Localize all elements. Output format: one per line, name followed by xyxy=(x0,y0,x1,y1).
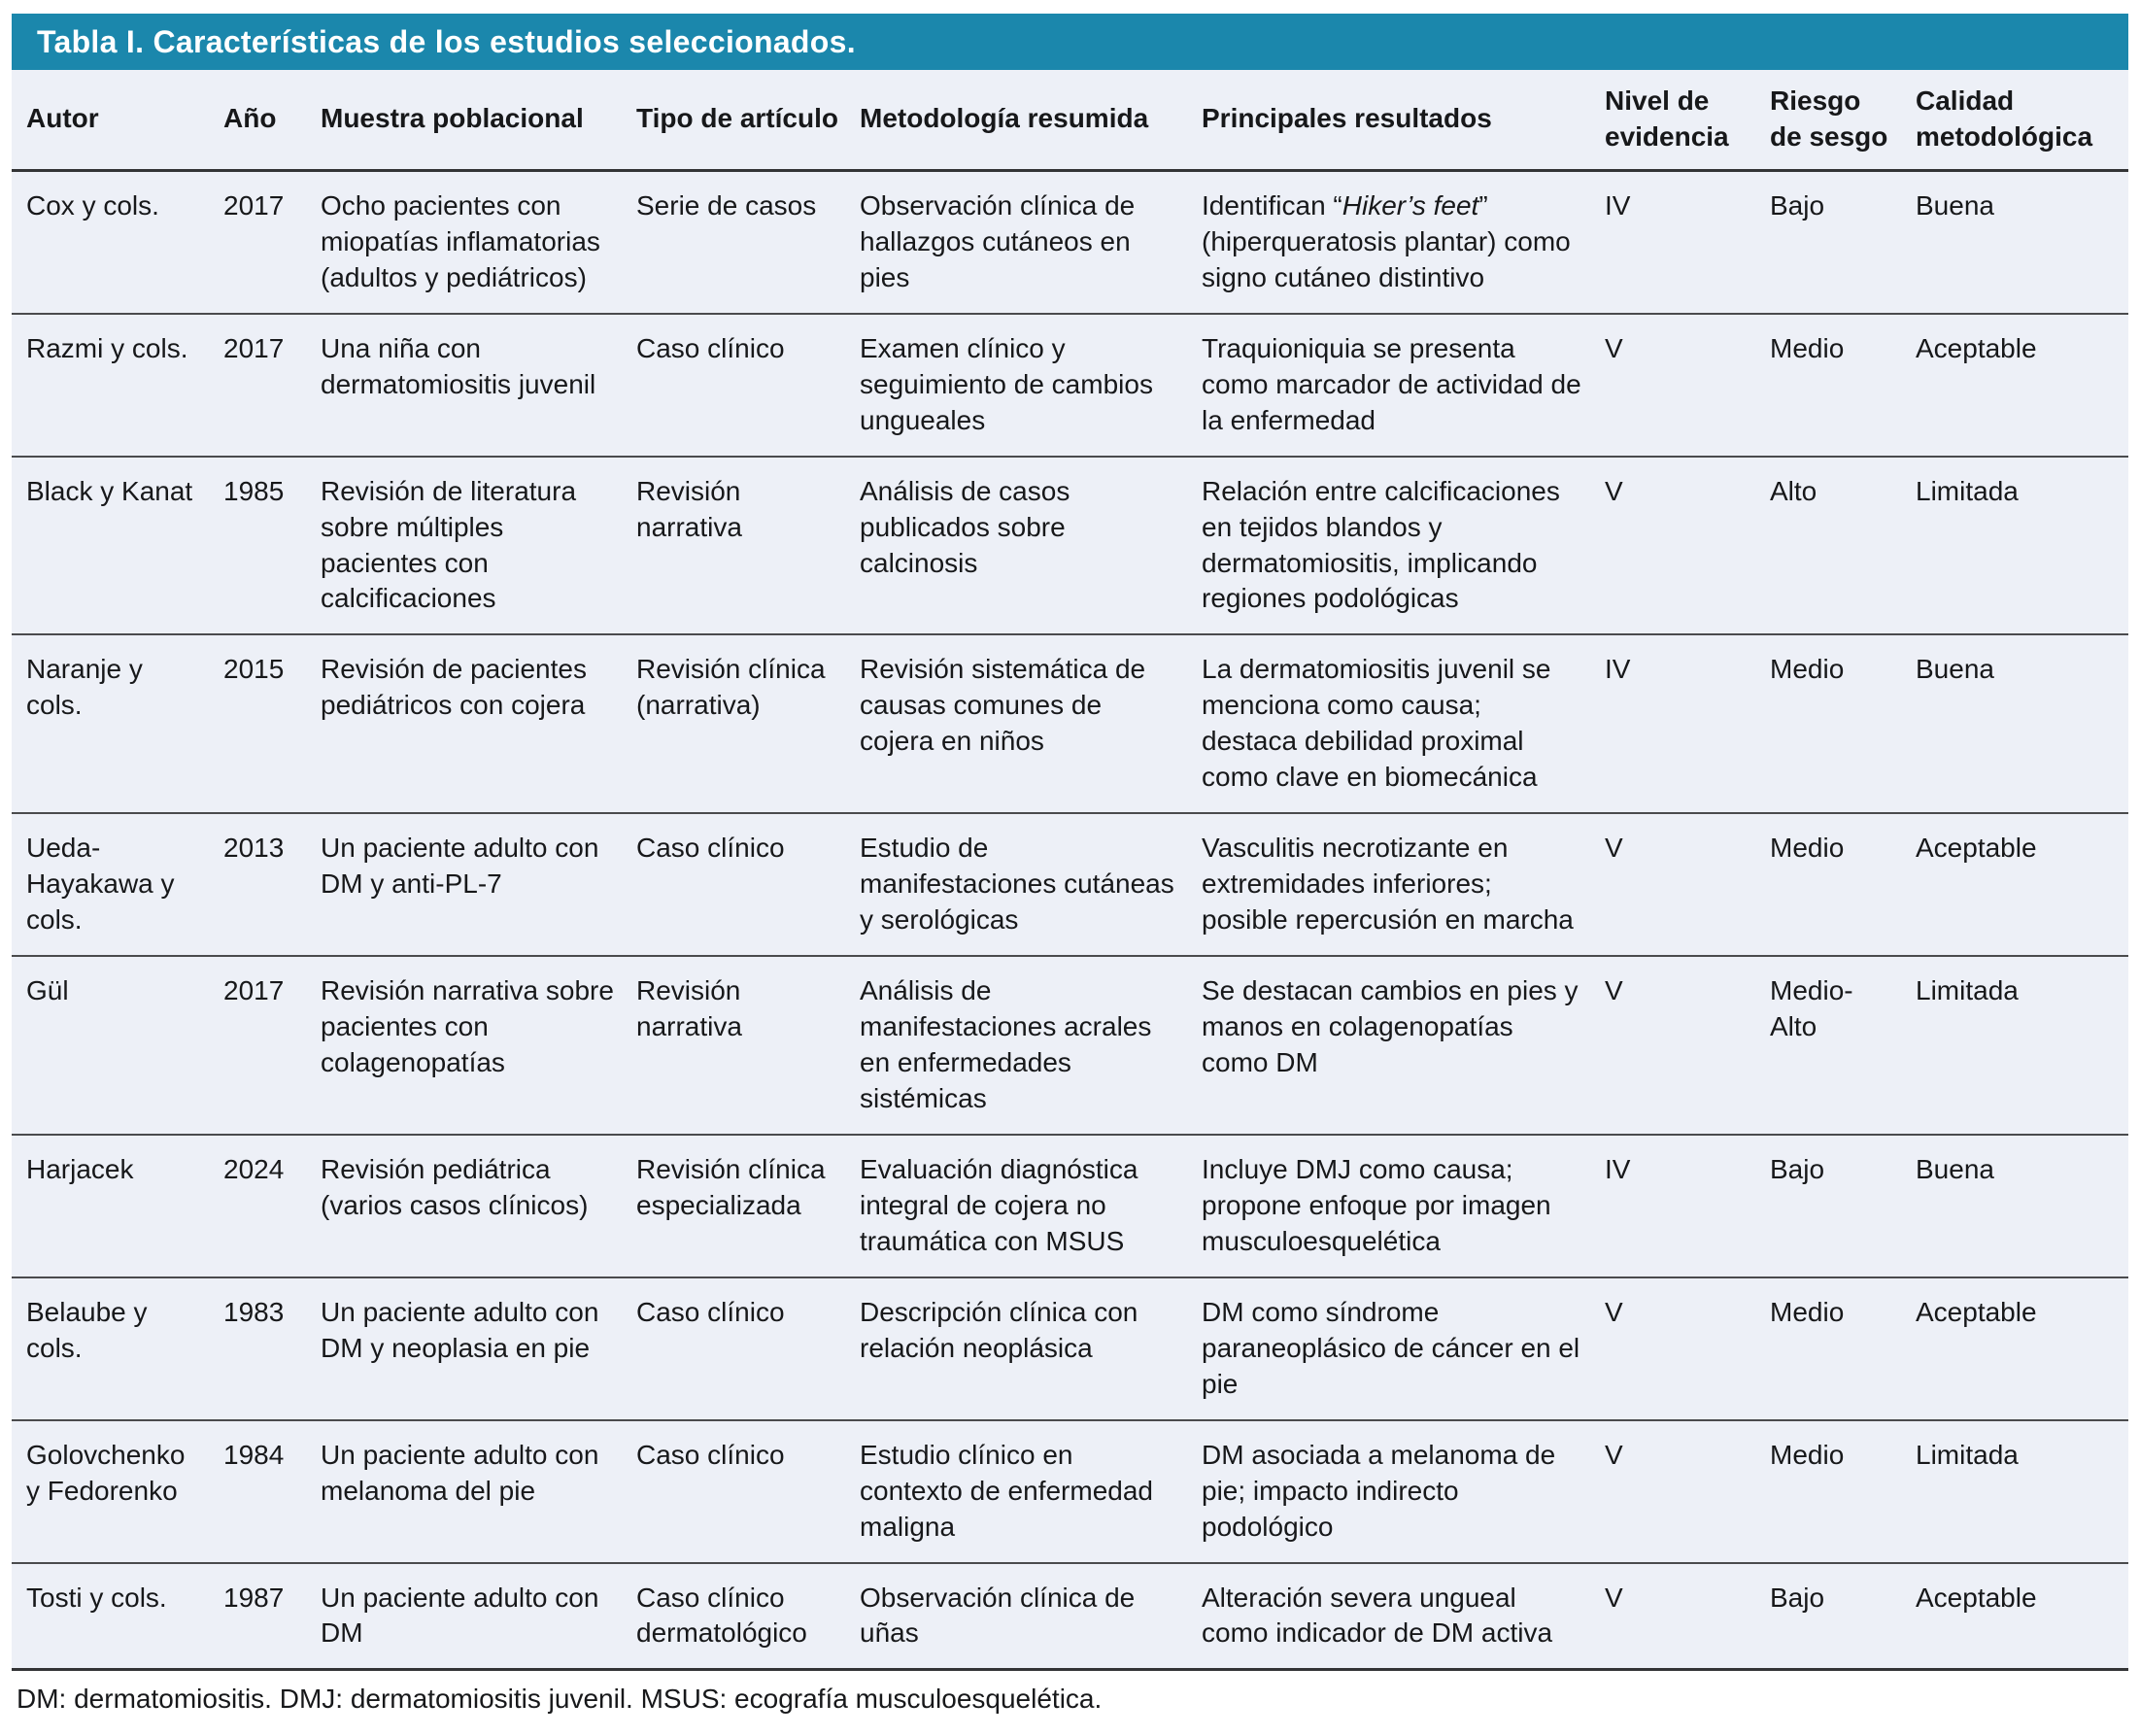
table-cell: Limitada xyxy=(1916,475,2019,506)
table-cell: V xyxy=(1605,1582,1623,1613)
table-row xyxy=(12,1563,2128,1670)
table-row xyxy=(12,1135,2128,1277)
table-row xyxy=(12,457,2128,635)
table-cell: Revisión narrativa xyxy=(636,475,742,542)
table-cell: Caso clínico dermatológico xyxy=(636,1582,807,1649)
table-cell: Un paciente adulto con DM y neoplasia en pie xyxy=(321,1296,599,1363)
table-footnote: DM: dermatomiositis. DMJ: dermatomiositis juvenil. MSUS: ecografía musculoesquelética. xyxy=(17,1684,1103,1715)
table-cell: 1987 xyxy=(223,1582,285,1613)
table-cell: Alteración severa ungueal como indicador de DM activa xyxy=(1202,1582,1553,1649)
table-cell xyxy=(1202,170,1605,313)
table-row xyxy=(12,956,2128,1135)
table-row xyxy=(12,314,2128,457)
table-cell: Buena xyxy=(1916,1153,1994,1184)
table-cell: Aceptable xyxy=(1916,332,2037,363)
table-cell: 2017 xyxy=(223,189,285,221)
column-header-3: Muestra poblacional xyxy=(321,103,584,134)
table-cell: Black y Kanat xyxy=(26,475,193,506)
italic-text: Hiker’s feet xyxy=(1342,189,1479,221)
table-cell: Revisión de pacientes pediátricos con cojera xyxy=(321,654,587,721)
table-cell: Incluye DMJ como causa; propone enfoque por imagen musculoesquelética xyxy=(1202,1153,1551,1256)
table-cell: La dermatomiositis juvenil se menciona como causa; destaca debilidad proximal como clave en biomecánica xyxy=(1202,654,1551,793)
table-cell: Revisión sistemática de causas comunes de cojera en niños xyxy=(860,654,1146,757)
table-row xyxy=(12,170,2128,313)
table-cell: Traquioniquia se presenta como marcador de actividad de la enfermedad xyxy=(1202,332,1581,435)
table-row xyxy=(12,1420,2128,1563)
table-cell: Aceptable xyxy=(1916,1582,2037,1613)
table-cell: Vasculitis necrotizante en extremidades inferiores; posible repercusión en marcha xyxy=(1202,833,1574,936)
table-cell: 2024 xyxy=(223,1153,285,1184)
table-cell: V xyxy=(1605,332,1623,363)
table-cell: 2015 xyxy=(223,654,285,685)
table-cell: 1985 xyxy=(223,475,285,506)
table-cell: Análisis de manifestaciones acrales en enfermedades sistémicas xyxy=(860,975,1152,1113)
table-cell: 2017 xyxy=(223,332,285,363)
table-cell: Revisión narrativa xyxy=(636,975,742,1042)
text-segment: Identifican “ xyxy=(1202,189,1342,221)
table-cell: Cox y cols. xyxy=(26,189,159,221)
table-cell: Limitada xyxy=(1916,1439,2019,1470)
column-header-1: Autor xyxy=(26,103,99,134)
table-cell: Caso clínico xyxy=(636,833,785,864)
table-cell: DM como síndrome paraneoplásico de cáncer en el pie xyxy=(1202,1296,1580,1399)
table-cell: Caso clínico xyxy=(636,1296,785,1327)
table-cell: Caso clínico xyxy=(636,1439,785,1470)
table-body xyxy=(12,170,2128,1670)
table-cell: IV xyxy=(1605,654,1631,685)
table-cell: Aceptable xyxy=(1916,1296,2037,1327)
table-cell: IV xyxy=(1605,1153,1631,1184)
table-cell: Limitada xyxy=(1916,975,2019,1006)
table-row xyxy=(12,634,2128,813)
table-cell: Estudio de manifestaciones cutáneas y serológicas xyxy=(860,833,1174,936)
table-cell: Medio xyxy=(1770,833,1845,864)
column-header-4: Tipo de artículo xyxy=(636,103,838,134)
table-cell: Caso clínico xyxy=(636,332,785,363)
table-cell: Naranje y cols. xyxy=(26,654,143,721)
table-cell: 2017 xyxy=(223,975,285,1006)
table-cell: Bajo xyxy=(1770,189,1825,221)
table-cell: Razmi y cols. xyxy=(26,332,188,363)
table-cell: 1983 xyxy=(223,1296,285,1327)
table-cell: 1984 xyxy=(223,1439,285,1470)
table-cell: Se destacan cambios en pies y manos en colagenopatías como DM xyxy=(1202,975,1579,1078)
column-header-6: Principales resultados xyxy=(1202,103,1492,134)
table-cell: Alto xyxy=(1770,475,1817,506)
table-cell: Aceptable xyxy=(1916,833,2037,864)
table-cell: Serie de casos xyxy=(636,189,817,221)
table-cell: Examen clínico y seguimiento de cambios ungueales xyxy=(860,332,1153,435)
table-cell: Revisión clínica especializada xyxy=(636,1153,826,1220)
table-cell: Un paciente adulto con DM y anti-PL-7 xyxy=(321,833,599,900)
table-cell: Gül xyxy=(26,975,69,1006)
column-header-5: Metodología resumida xyxy=(860,103,1149,134)
table-cell: V xyxy=(1605,1439,1623,1470)
table-cell: Una niña con dermatomiositis juvenil xyxy=(321,332,596,399)
table-cell: Revisión pediátrica (varios casos clínicos) xyxy=(321,1153,589,1220)
table-cell: Ueda-Hayakawa y cols. xyxy=(26,833,175,936)
table-cell: Evaluación diagnóstica integral de cojera no traumática con MSUS xyxy=(860,1153,1138,1256)
table-cell: Golovchenko y Fedorenko xyxy=(26,1439,186,1506)
column-header-8: Riesgo de sesgo xyxy=(1770,85,1888,152)
table-cell: Medio xyxy=(1770,1439,1845,1470)
column-header-2: Año xyxy=(223,103,277,134)
table-cell: Un paciente adulto con melanoma del pie xyxy=(321,1439,599,1506)
table-row xyxy=(12,1277,2128,1420)
table-cell: 2013 xyxy=(223,833,285,864)
table-cell: Revisión de literatura sobre múltiples pacientes con calcificaciones xyxy=(321,475,577,614)
table-cell: Revisión clínica (narrativa) xyxy=(636,654,826,721)
table-cell: Relación entre calcificaciones en tejidos blandos y dermatomiositis, implicando regiones podológicas xyxy=(1202,475,1560,614)
table-cell: Observación clínica de uñas xyxy=(860,1582,1136,1649)
table-cell: Observación clínica de hallazgos cutáneos en pies xyxy=(860,189,1136,292)
table-cell: Bajo xyxy=(1770,1153,1825,1184)
table-cell: V xyxy=(1605,833,1623,864)
table-cell: Harjacek xyxy=(26,1153,134,1184)
header-row xyxy=(12,70,2128,170)
table-cell: Medio xyxy=(1770,654,1845,685)
table-cell: Ocho pacientes con miopatías inflamatorias (adultos y pediátricos) xyxy=(321,189,600,292)
table-cell: Revisión narrativa sobre pacientes con colagenopatías xyxy=(321,975,614,1078)
table-header xyxy=(12,70,2128,170)
table-cell: Análisis de casos publicados sobre calcinosis xyxy=(860,475,1070,578)
table-cell: Buena xyxy=(1916,654,1994,685)
table-cell: V xyxy=(1605,975,1623,1006)
table-row xyxy=(12,813,2128,956)
table-cell: Descripción clínica con relación neoplásica xyxy=(860,1296,1138,1363)
table-cell: Medio xyxy=(1770,332,1845,363)
table-cell: Bajo xyxy=(1770,1582,1825,1613)
table-cell: Tosti y cols. xyxy=(26,1582,167,1613)
table-cell: Buena xyxy=(1916,189,1994,221)
table-cell: Belaube y cols. xyxy=(26,1296,148,1363)
table-cell: V xyxy=(1605,1296,1623,1327)
column-header-7: Nivel de evidencia xyxy=(1605,85,1729,152)
table-title-bar xyxy=(12,14,2128,70)
table-cell: Estudio clínico en contexto de enfermedad maligna xyxy=(860,1439,1153,1542)
table-cell: Medio-Alto xyxy=(1770,975,1853,1042)
studies-table xyxy=(12,70,2128,1671)
table-cell: DM asociada a melanoma de pie; impacto indirecto podológico xyxy=(1202,1439,1556,1542)
table-cell: V xyxy=(1605,475,1623,506)
table-title: Tabla I. Características de los estudios seleccionados. xyxy=(37,23,856,59)
table-cell: Medio xyxy=(1770,1296,1845,1327)
table-cell: IV xyxy=(1605,189,1631,221)
text-segment: ” (hiperqueratosis plantar) como signo cutáneo distintivo xyxy=(1202,189,1571,292)
table-cell: Un paciente adulto con DM xyxy=(321,1582,599,1649)
column-header-9: Calidad metodológica xyxy=(1916,85,2093,152)
